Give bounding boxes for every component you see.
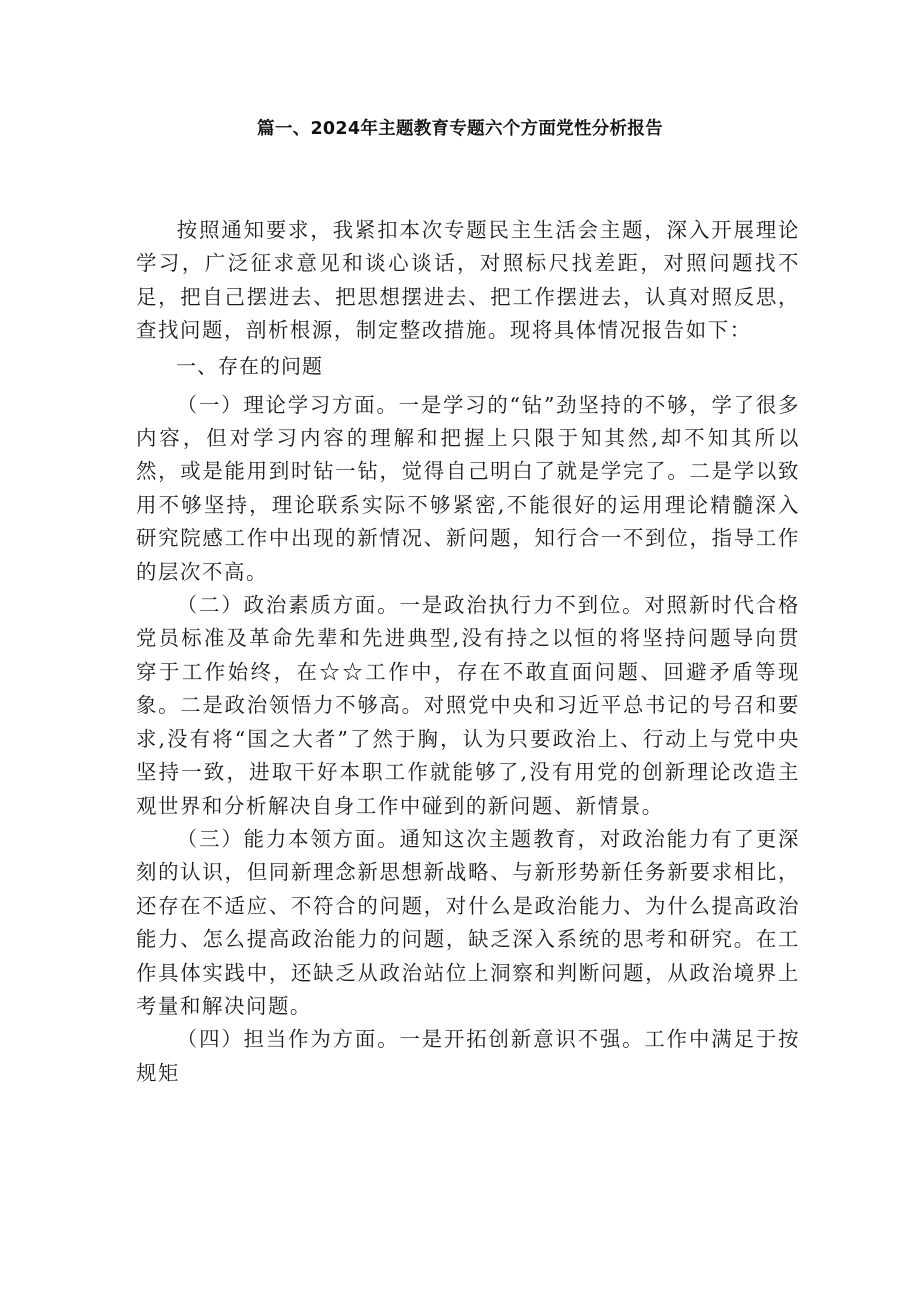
- document-body: [136, 214, 800, 1090]
- section-heading: 一、存在的问题: [176, 353, 323, 378]
- document-title: 篇一、2024年主题教育专题六个方面党性分析报告: [257, 119, 663, 139]
- intro-paragraph: 按照通知要求，我紧扣本次专题民主生活会主题，深入开展理论学习，广泛征求意见和谈心谈话，对照标尺找差距，对照问题找不足，把自己摆进去、把思想摆进去、把工作摆进去，认真对照反思，查找问题，剖析根源，制定整改措施。现将具体情况报告如下：: [136, 218, 800, 343]
- paragraph-responsibility: （四）担当作为方面。一是开拓创新意识不强。工作中满足于按规矩: [136, 1027, 800, 1085]
- paragraph-ability: （三）能力本领方面。通知这次主题教育，对政治能力有了更深刻的认识，但同新理念新思想新战略、与新形势新任务新要求相比，还存在不适应、不符合的问题，对什么是政治能力、为什么提高政治能力、怎么提高政治能力的问题，缺乏深入系统的思考和研究。在工作具体实践中，还缺乏从政治站位上洞察和判断问题，从政治境界上考量和解决问题。: [136, 826, 800, 1018]
- paragraph-theory-study: （一）理论学习方面。一是学习的“钻”劲坚持的不够，学了很多内容，但对学习内容的理解和把握上只限于知其然,却不知其所以然，或是能用到时钻一钻，觉得自己明白了就是学完了。二是学以致用不够坚持，理论联系实际不够紧密,不能很好的运用理论精髓深入研究院感工作中出现的新情况、新问题，知行合一不到位，指导工作的层次不高。: [136, 392, 800, 584]
- paragraph-political-quality: （二）政治素质方面。一是政治执行力不到位。对照新时代合格党员标准及革命先辈和先进典型,没有持之以恒的将坚持问题导向贯穿于工作始终，在☆☆工作中，存在不敢直面问题、回避矛盾等现象。二是政治领悟力不够高。对照党中央和习近平总书记的号召和要求,没有将“国之大者”了然于胸，认为只要政治上、行动上与党中央坚持一致，进取干好本职工作就能够了,没有用党的创新理论改造主观世界和分析解决自身工作中碰到的新问题、新情景。: [136, 593, 800, 818]
